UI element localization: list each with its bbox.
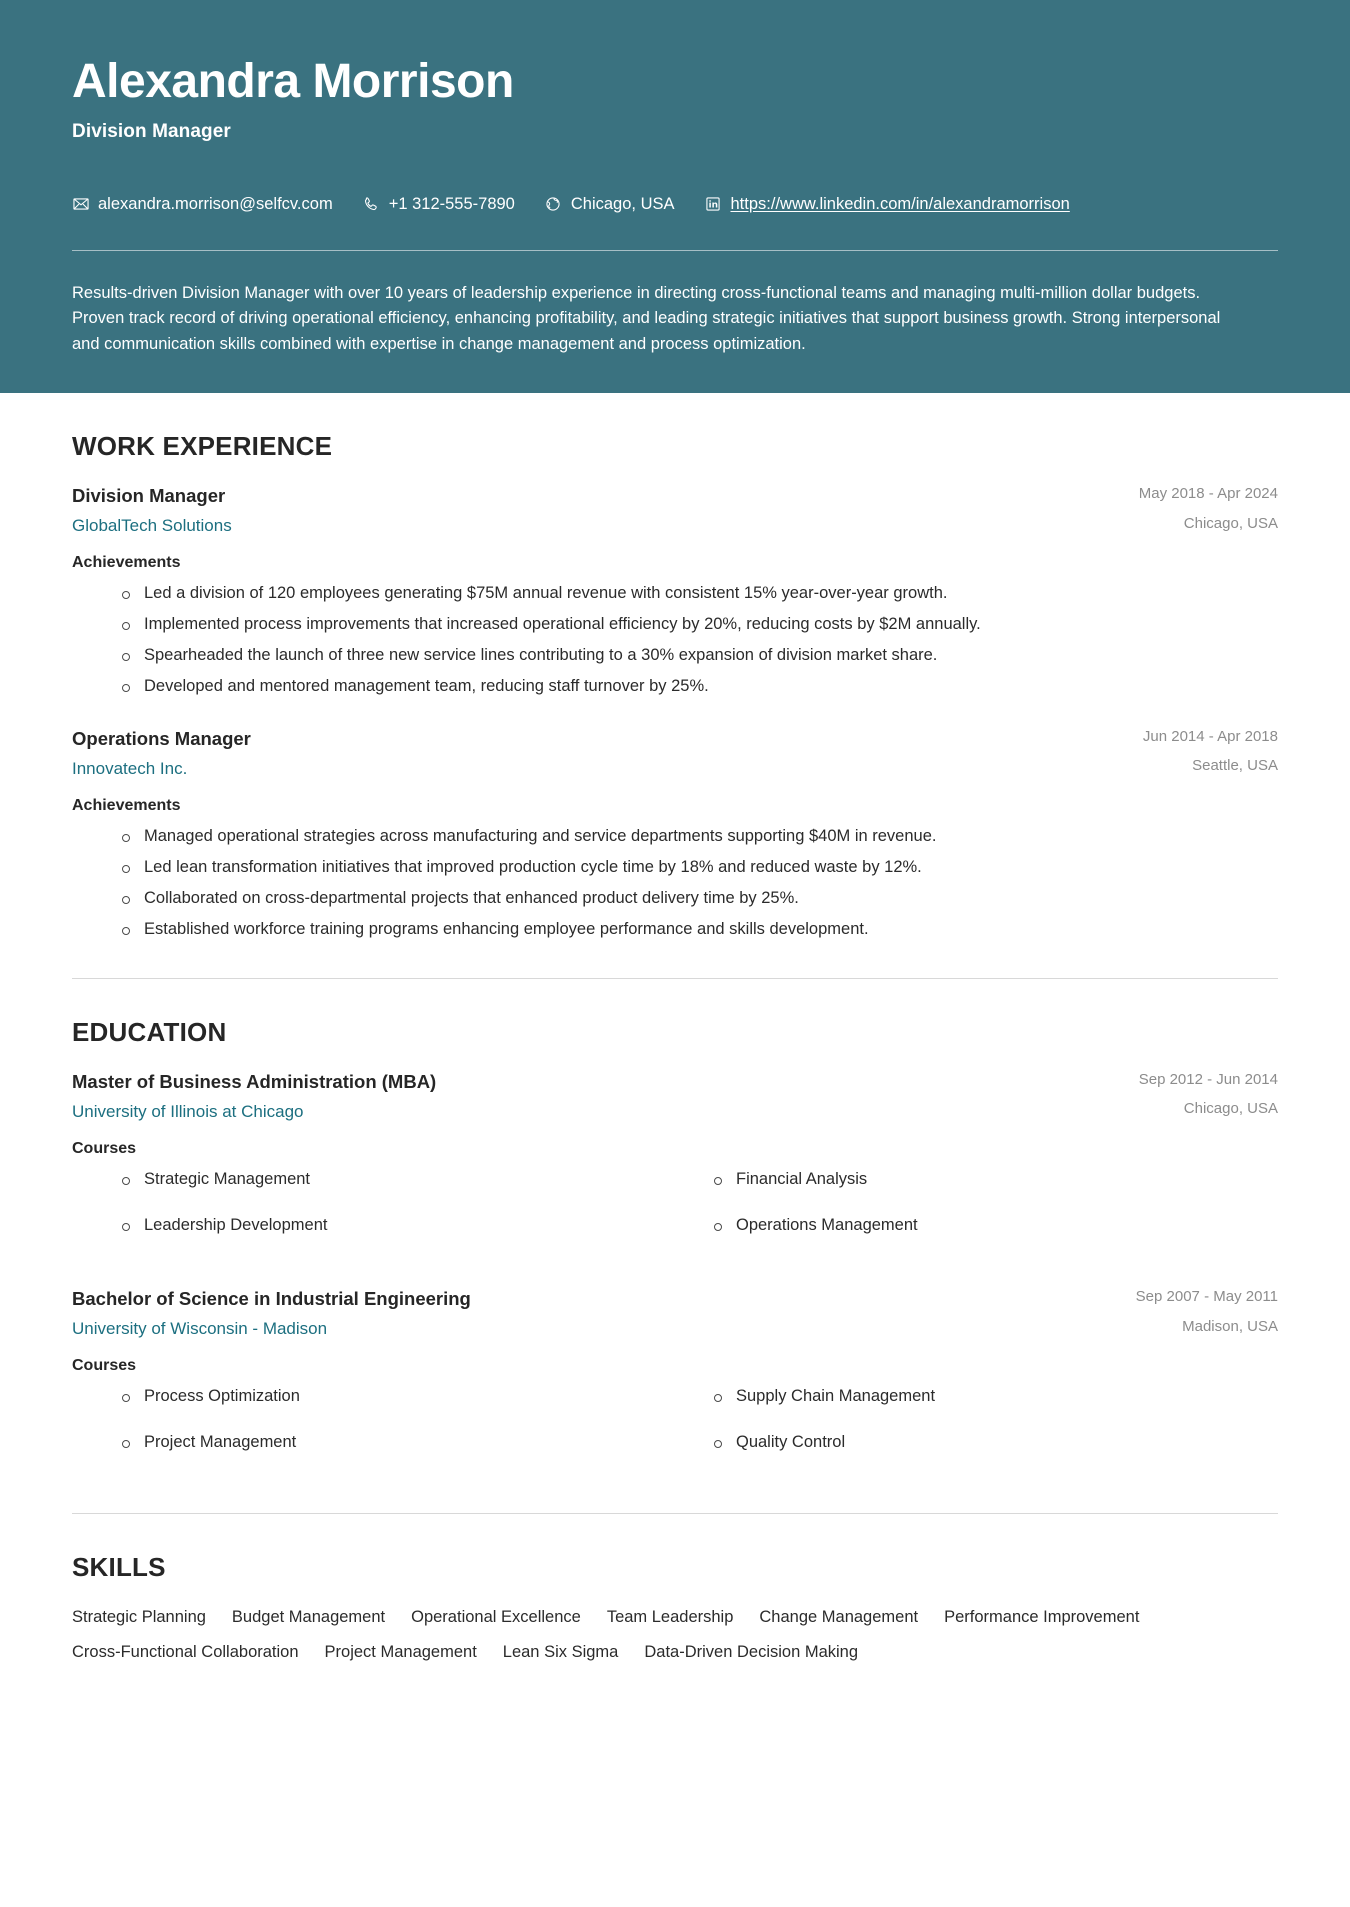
skill-list bbox=[72, 1605, 1232, 1665]
contact-text: +1 312-555-7890 bbox=[388, 194, 515, 213]
achievement-item: Developed and mentored management team, reducing staff turnover by 25%. bbox=[122, 675, 1278, 699]
course-item: Quality Control bbox=[714, 1431, 1278, 1455]
achievement-list bbox=[72, 582, 1278, 699]
entry-location: Chicago, USA bbox=[1183, 514, 1278, 532]
linkedin-icon bbox=[705, 196, 722, 213]
skill-item: Team Leadership bbox=[606, 1608, 734, 1627]
education-entry bbox=[72, 1287, 1278, 1477]
company-name: GlobalTech Solutions bbox=[72, 516, 232, 536]
achievement-item: Led lean transformation initiatives that improved production cycle time by 18% and reduced waste by 12%. bbox=[122, 856, 1278, 880]
entry-meta bbox=[1119, 727, 1278, 777]
skill-item: Project Management bbox=[324, 1642, 477, 1661]
achievement-item: Led a division of 120 employees generating $75M annual revenue with consistent 15% year-over-year growth. bbox=[122, 582, 1278, 606]
achievement-item: Implemented process improvements that increased operational efficiency by 20%, reducing costs by $2M annually. bbox=[122, 613, 1278, 637]
skill-item: Lean Six Sigma bbox=[502, 1642, 619, 1661]
entry-location: Seattle, USA bbox=[1192, 757, 1278, 775]
entry-meta bbox=[1112, 1287, 1278, 1337]
entry-primary bbox=[72, 1070, 436, 1124]
location-globe-icon bbox=[545, 196, 562, 213]
entry-header bbox=[72, 484, 1278, 538]
contact-row bbox=[72, 195, 1278, 214]
entry-location: Chicago, USA bbox=[1183, 1099, 1278, 1117]
job-role-title: Operations Manager bbox=[72, 728, 251, 750]
skill-item: Data-Driven Decision Making bbox=[644, 1642, 859, 1661]
education-entry-list bbox=[72, 1070, 1278, 1478]
entry-primary bbox=[72, 1287, 471, 1341]
achievement-list bbox=[72, 825, 1278, 942]
entry-date-range: Sep 2007 - May 2011 bbox=[1135, 1288, 1278, 1306]
course-item: Supply Chain Management bbox=[714, 1385, 1278, 1409]
resume-header bbox=[0, 0, 1350, 393]
degree-title: Master of Business Administration (MBA) bbox=[72, 1070, 437, 1092]
contact-item-linkedin[interactable] bbox=[705, 195, 1070, 214]
achievement-item: Established workforce training programs enhancing employee performance and skills development. bbox=[122, 918, 1278, 942]
work-entry bbox=[72, 484, 1278, 699]
entry-sub-label: Courses bbox=[72, 1357, 137, 1375]
course-item: Project Management bbox=[122, 1431, 686, 1455]
candidate-name: Alexandra Morrison bbox=[72, 55, 514, 108]
entry-meta bbox=[1115, 484, 1278, 534]
entry-header bbox=[72, 1287, 1278, 1341]
achievement-item: Spearheaded the launch of three new service lines contributing to a 30% expansion of division market share. bbox=[122, 644, 1278, 668]
entry-date-range: May 2018 - Apr 2024 bbox=[1138, 485, 1278, 503]
envelope-icon bbox=[72, 196, 89, 213]
entry-date-range: Jun 2014 - Apr 2018 bbox=[1142, 728, 1278, 746]
section-title-education: EDUCATION bbox=[72, 1016, 227, 1047]
course-item: Strategic Management bbox=[122, 1168, 686, 1192]
section-education bbox=[72, 979, 1278, 1478]
course-grid bbox=[72, 1385, 1278, 1477]
skill-item: Operational Excellence bbox=[411, 1608, 581, 1627]
degree-title: Bachelor of Science in Industrial Engineering bbox=[72, 1288, 471, 1310]
skill-item: Budget Management bbox=[231, 1608, 386, 1627]
section-skills bbox=[72, 1514, 1278, 1665]
course-item: Financial Analysis bbox=[714, 1168, 1278, 1192]
entry-header bbox=[72, 727, 1278, 781]
entry-location: Madison, USA bbox=[1182, 1317, 1278, 1335]
skill-item: Cross-Functional Collaboration bbox=[72, 1642, 299, 1661]
company-name: Innovatech Inc. bbox=[72, 759, 188, 779]
achievement-item: Managed operational strategies across manufacturing and service departments supporting $40M in revenue. bbox=[122, 825, 1278, 849]
section-title-skills: SKILLS bbox=[72, 1552, 166, 1583]
work-entry bbox=[72, 727, 1278, 942]
resume-body bbox=[0, 393, 1350, 1704]
education-entry bbox=[72, 1070, 1278, 1260]
course-item: Operations Management bbox=[714, 1214, 1278, 1238]
work-entry-list bbox=[72, 484, 1278, 941]
section-work-experience bbox=[72, 393, 1278, 941]
contact-item-location-globe bbox=[545, 195, 675, 214]
skill-item: Change Management bbox=[759, 1608, 919, 1627]
achievement-item: Collaborated on cross-departmental projects that enhanced product delivery time by 25%. bbox=[122, 887, 1278, 911]
entry-header bbox=[72, 1070, 1278, 1124]
header-divider bbox=[72, 250, 1278, 251]
course-item: Process Optimization bbox=[122, 1385, 686, 1409]
course-item: Leadership Development bbox=[122, 1214, 686, 1238]
course-grid bbox=[72, 1168, 1278, 1260]
contact-text[interactable]: https://www.linkedin.com/in/alexandramorrison bbox=[730, 194, 1070, 213]
contact-item-envelope bbox=[72, 195, 333, 214]
skill-item: Performance Improvement bbox=[944, 1608, 1140, 1627]
candidate-job-title: Division Manager bbox=[72, 120, 231, 142]
institution-name: University of Wisconsin - Madison bbox=[72, 1319, 328, 1339]
job-role-title: Division Manager bbox=[72, 485, 226, 507]
professional-summary: Results-driven Division Manager with over 10 years of leadership experience in directing cross-functional teams and managing multi-million dollar budgets. Proven track record of driving operational efficiency, enhancing profitability, and leading strategic initiatives that support business growth. Strong interpersonal and communication skills combined with expertise in change management and process optimization. bbox=[72, 283, 1221, 353]
entry-date-range: Sep 2012 - Jun 2014 bbox=[1138, 1070, 1278, 1088]
entry-sub-label: Achievements bbox=[72, 554, 181, 572]
phone-icon bbox=[363, 196, 380, 213]
institution-name: University of Illinois at Chicago bbox=[72, 1101, 304, 1121]
entry-meta bbox=[1115, 1070, 1278, 1120]
entry-sub-label: Courses bbox=[72, 1139, 137, 1157]
section-title-work: WORK EXPERIENCE bbox=[72, 431, 333, 462]
contact-text: alexandra.morrison@selfcv.com bbox=[98, 194, 333, 213]
entry-sub-label: Achievements bbox=[72, 796, 181, 814]
skill-item: Strategic Planning bbox=[72, 1608, 206, 1627]
contact-item-phone bbox=[363, 195, 515, 214]
entry-primary bbox=[72, 727, 251, 781]
entry-primary bbox=[72, 484, 232, 538]
contact-text: Chicago, USA bbox=[570, 194, 675, 213]
